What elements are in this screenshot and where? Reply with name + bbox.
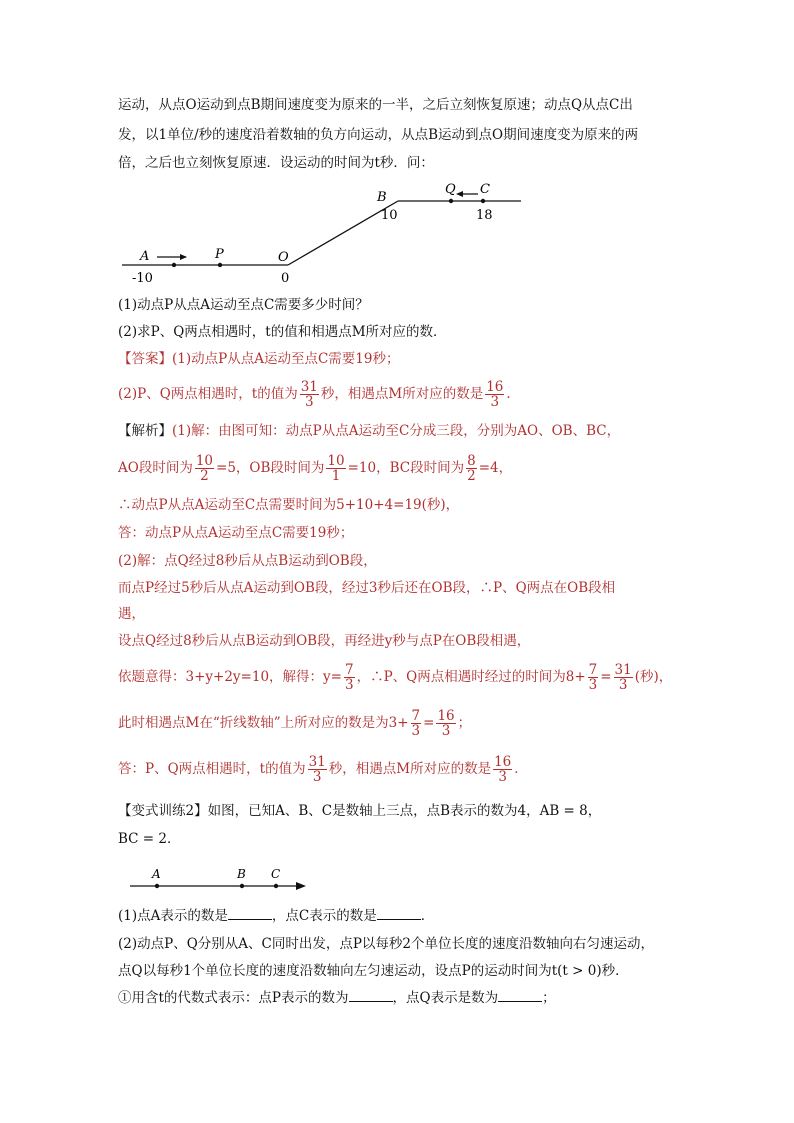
label-o: O [278, 250, 289, 265]
analysis-line-11: 答：P、Q两点相遇时，t的值为 $\frac{31}{3}$ 秒，相遇点M所对应的数是 $\frac{16}{3}$ ． [118, 754, 528, 785]
variant-question-1: (1)点A表示的数是 ，点C表示的数是 ． [118, 908, 435, 924]
analysis-line-6: 而点P经过5秒后从点A运动到OB段，经过3秒后还在OB段，∴P、Q两点在OB段相 [118, 580, 616, 596]
fraction-7-3: $\frac{7}{3}$ [588, 662, 598, 693]
question-1: (1)动点P从点A运动至点C需要多少时间？ [118, 297, 369, 313]
answer-line-2 [118, 377, 520, 411]
variant-question-2-line-3: ①用含t的代数式表示：点P表示的数为 ，点Q表示是数为 ； [118, 990, 556, 1006]
analysis-line-7: 遇， [118, 606, 145, 622]
blank-p[interactable] [349, 988, 393, 1002]
fraction-m: $\frac{16}{3}$ [486, 379, 504, 410]
label-a: A [140, 249, 150, 264]
answer-label: 【答案】 [118, 351, 172, 367]
fraction-t: $\frac{31}{3}$ [300, 379, 318, 410]
label-b: B [377, 190, 387, 205]
value-o: 0 [281, 271, 290, 286]
intro-line-1: 运动，从点O运动到点B期间速度变为原来的一半，之后立刻恢复原速；动点Q从点C出 [118, 97, 633, 113]
number-line-figure [0, 862, 794, 902]
value-c: 18 [476, 208, 493, 223]
variant-title-2: BC = 2． [118, 831, 181, 847]
variant-question-2-line-2: 点Q以每秒1个单位长度的速度沿数轴向左匀速运动，设点P的运动时间为t(t > 0)秒． [118, 963, 629, 979]
intro-line-2: 发，以1单位/秒的速度沿着数轴的负方向运动，从点B运动到点O期间速度变为原来的两 [118, 127, 639, 143]
answer-2-end: ． [506, 386, 520, 402]
fraction-y: $\frac{7}{3}$ [344, 662, 354, 693]
fraction-ob: $\frac{10}{1}$ [327, 453, 345, 484]
variant-question-2-line-1: (2)动点P、Q分别从A、C同时出发，点P以每秒2个单位长度的速度沿数轴向右匀速运动， [118, 936, 655, 952]
analysis-line-3: ∴动点P从点A运动至C点需要时间为5+10+4=19(秒)， [118, 497, 460, 513]
analysis-line-5: (2)解：点Q经过8秒后从点B运动到OB段， [118, 553, 377, 569]
variant-title: 【变式训练2】如图，已知A、B、C是数轴上三点，点B表示的数为4，AB = 8， [118, 803, 602, 819]
answer-2-text: (2)P、Q两点相遇时，t的值为 [118, 386, 298, 402]
intro-line-3: 倍，之后也立刻恢复原速．设运动的时间为t秒．问： [118, 155, 434, 171]
analysis-line-8: 设点Q经过8秒后从点B运动到OB段，再经进y秒与点P在OB段相遇， [118, 633, 531, 649]
answer-line-1 [118, 349, 399, 369]
broken-number-line-figure [0, 178, 794, 293]
nl-label-c: C [271, 867, 281, 881]
question-2: (2)求P、Q两点相遇时，t的值和相遇点M所对应的数． [118, 324, 447, 340]
nl-label-b: B [237, 867, 246, 881]
fraction-16-3: $\frac{16}{3}$ [437, 708, 455, 739]
nl-label-a: A [152, 867, 161, 881]
blank-a[interactable] [228, 906, 272, 920]
label-p: P [215, 247, 224, 262]
fraction-bc: $\frac{8}{2}$ [467, 453, 476, 484]
fraction-7-3b: $\frac{7}{3}$ [411, 708, 421, 739]
fraction-31-3b: $\frac{31}{3}$ [308, 754, 326, 785]
analysis-line-1 [118, 421, 620, 441]
analysis-line-4: 答：动点P从点A运动至点C需要19秒； [118, 525, 354, 541]
blank-c[interactable] [377, 906, 421, 920]
analysis-line-9: 依题意得：3+y+2y=10，解得：y= $\frac{7}{3}$ ，∴P、Q两点相遇时经过的时间为8+ $\frac{7}{3}$ = $\frac{31}{3}$ (秒)， [118, 662, 673, 693]
label-c: C [480, 182, 490, 197]
label-q: Q [445, 182, 456, 197]
analysis-line-2: AO段时间为 $\frac{10}{2}$ =5，OB段时间为 $\frac{10}{1}$ =10，BC段时间为 $\frac{8}{2}$ =4， [118, 453, 513, 484]
analysis-text-1: (1)解：由图可知：动点P从点A运动至C分成三段，分别为AO、OB、BC， [172, 423, 621, 439]
answer-2-mid: 秒，相遇点M所对应的数是 [320, 386, 484, 402]
analysis-line-10: 此时相遇点M在“折线数轴”上所对应的数是为3+ $\frac{7}{3}$ = $\frac{16}{3}$ ； [118, 708, 472, 739]
fraction-ao: $\frac{10}{2}$ [195, 453, 214, 484]
analysis-label: 【解析】 [118, 423, 172, 439]
fraction-16-3b: $\frac{16}{3}$ [494, 754, 512, 785]
fraction-31-3: $\frac{31}{3}$ [614, 662, 632, 693]
value-b: 10 [381, 208, 398, 223]
value-a: -10 [132, 271, 153, 286]
blank-q[interactable] [498, 988, 542, 1002]
answer-1: (1)动点P从点A运动至点C需要19秒； [172, 351, 400, 367]
